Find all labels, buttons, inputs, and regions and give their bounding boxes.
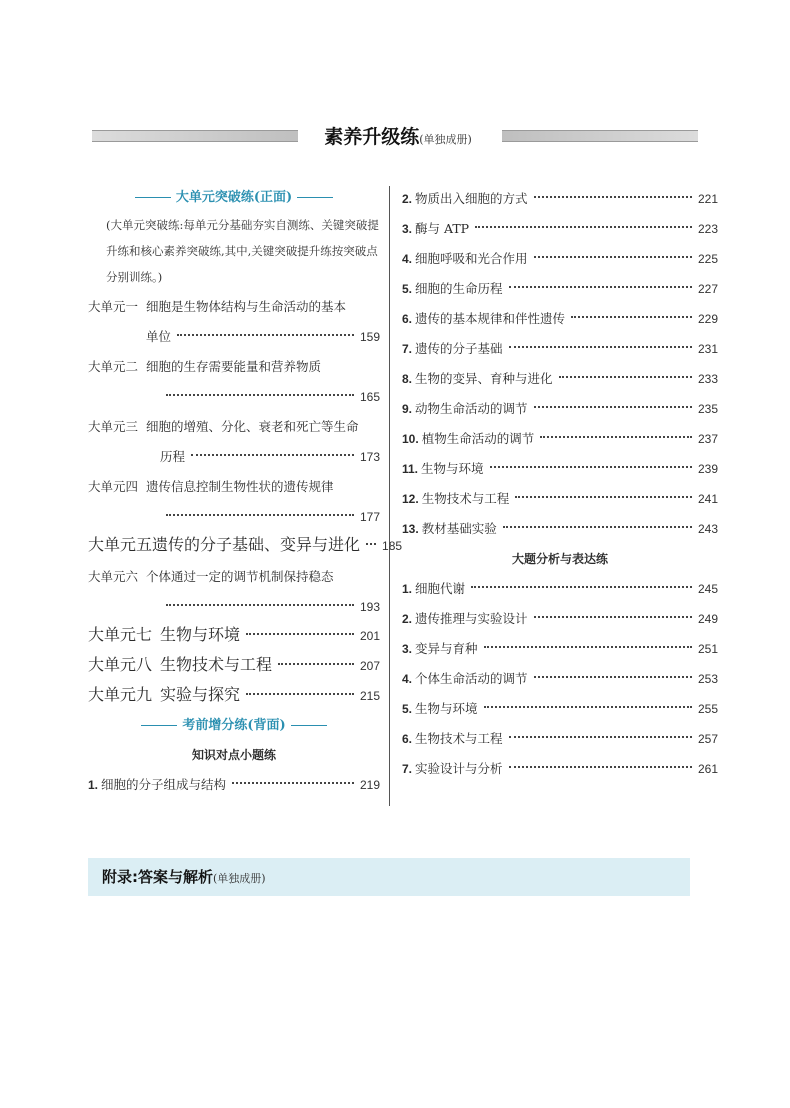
unit-label: 大单元二 [88, 359, 139, 374]
toc-entry-unit-4[interactable] [88, 472, 380, 532]
item-number: 6. [402, 732, 413, 746]
toc-item[interactable] [402, 334, 718, 364]
leader-dots [534, 196, 692, 198]
toc-item[interactable] [402, 484, 718, 514]
page-title [298, 122, 498, 149]
item-title: 动物生命活动的调节 [415, 401, 528, 416]
item-number: 5. [402, 282, 413, 296]
unit-title: 遗传的分子基础、变异与进化 [152, 535, 361, 554]
unit-title: 实验与探究 [160, 685, 241, 704]
item-title: 遗传的分子基础 [415, 341, 503, 356]
toc-item[interactable] [402, 244, 718, 274]
item-title: 教材基础实验 [421, 521, 497, 536]
leader-line [160, 502, 380, 532]
item-title: 遗传的基本规律和伴性遗传 [415, 311, 566, 326]
page-number: 185 [382, 539, 403, 553]
subheading-knowledge-drills: 知识对点小题练 [191, 748, 276, 762]
toc-item[interactable] [402, 604, 718, 634]
leader-dots [475, 226, 692, 228]
essay-practice-list [402, 574, 718, 784]
leader-dots [490, 466, 692, 468]
appendix-text [102, 866, 266, 887]
toc-item[interactable] [402, 514, 718, 544]
item-number: 7. [402, 342, 413, 356]
toc-entry-unit-9[interactable] [88, 682, 380, 712]
item-number: 13. [402, 522, 419, 536]
unit-title: 生物技术与工程 [160, 655, 273, 674]
leader-dots [232, 782, 354, 784]
title-bar-left [92, 130, 302, 142]
unit-label: 大单元八 [88, 655, 153, 674]
item-number: 12. [402, 492, 419, 506]
leader-dots [177, 334, 354, 336]
toc-item[interactable] [402, 694, 718, 724]
item-number: 3. [402, 222, 413, 236]
page-number: 261 [697, 762, 718, 776]
item-title: 个体生命活动的调节 [415, 671, 528, 686]
appendix-subtitle: (单独成册) [213, 872, 266, 885]
unit-title: 遗传信息控制生物性状的遗传规律 [146, 479, 334, 494]
leader-dots [534, 256, 692, 258]
leader-dots [571, 316, 692, 318]
toc-entry-unit-8[interactable] [88, 652, 380, 682]
unit-title: 细胞是生物体结构与生命活动的基本 [146, 299, 347, 314]
toc-item[interactable] [402, 184, 718, 214]
leader-dots [246, 693, 354, 695]
page-number: 249 [697, 612, 718, 626]
item-title: 遗传推理与实验设计 [415, 611, 528, 626]
leader-dots [166, 514, 354, 516]
unit-label: 大单元三 [88, 419, 139, 434]
page-number: 251 [697, 642, 718, 656]
page-number: 253 [697, 672, 718, 686]
item-number: 4. [402, 672, 413, 686]
heading-dash-right [297, 197, 333, 198]
page-number: 201 [359, 629, 380, 643]
page-number: 193 [359, 600, 380, 614]
leader-dots [278, 663, 354, 665]
page-number: 237 [697, 432, 718, 446]
toc-item[interactable] [402, 454, 718, 484]
unit-label: 大单元九 [88, 685, 153, 704]
section-heading-text: 考前增分练(背面) [182, 718, 286, 733]
toc-item[interactable] [402, 724, 718, 754]
page-title-subtitle: (单独成册) [419, 133, 472, 146]
unit-label: 大单元一 [88, 299, 139, 314]
item-title: 物质出入细胞的方式 [415, 191, 528, 206]
appendix-banner [88, 858, 690, 896]
appendix-title: 附录:答案与解析 [102, 868, 213, 886]
item-number: 2. [402, 192, 413, 206]
unit-label: 大单元六 [88, 569, 139, 584]
leader-dots [503, 526, 692, 528]
leader-line [160, 442, 380, 472]
unit-title: 细胞的生存需要能量和营养物质 [146, 359, 322, 374]
page-number: 221 [697, 192, 718, 206]
unit-title-cont: 历程 [160, 449, 186, 464]
toc-item[interactable] [402, 364, 718, 394]
page-number: 241 [697, 492, 718, 506]
toc-item[interactable] [402, 304, 718, 334]
toc-entry-unit-2[interactable] [88, 352, 380, 412]
subheading-essay-practice: 大题分析与表达练 [511, 552, 608, 566]
leader-dots [540, 436, 692, 438]
item-number: 2. [402, 612, 413, 626]
toc-item[interactable] [402, 754, 718, 784]
toc-item[interactable] [402, 634, 718, 664]
leader-line [160, 592, 380, 622]
item-number: 1. [402, 582, 413, 596]
item-number: 3. [402, 642, 413, 656]
leader-dots [534, 406, 692, 408]
page-number: 255 [697, 702, 718, 716]
unit-label: 大单元五 [88, 535, 153, 554]
unit-title-cont: 单位 [146, 329, 172, 344]
heading-dash-left [141, 725, 177, 726]
item-title: 实验设计与分析 [415, 761, 503, 776]
unit-label: 大单元四 [88, 479, 139, 494]
toc-item[interactable] [402, 424, 718, 454]
unit-title: 个体通过一定的调节机制保持稳态 [146, 569, 334, 584]
item-number: 8. [402, 372, 413, 386]
section-heading-unit-breakthrough [88, 184, 380, 212]
page-number: 229 [697, 312, 718, 326]
leader-line [146, 322, 380, 352]
leader-dots [166, 394, 354, 396]
item-number: 10. [402, 432, 419, 446]
item-number: 11. [402, 462, 419, 476]
leader-dots [484, 706, 692, 708]
item-title: 生物的变异、育种与进化 [415, 371, 553, 386]
page-number: 219 [359, 778, 380, 792]
toc-entry-unit-7[interactable] [88, 622, 380, 652]
toc-item[interactable] [402, 574, 718, 604]
item-title: 细胞代谢 [415, 581, 466, 596]
section-heading-pre-exam [88, 712, 380, 740]
leader-dots [509, 286, 692, 288]
page-number: 223 [697, 222, 718, 236]
toc-item[interactable] [402, 274, 718, 304]
left-column [88, 184, 403, 800]
leader-dots [471, 586, 692, 588]
leader-dots [559, 376, 692, 378]
leader-dots [534, 676, 692, 678]
item-number: 9. [402, 402, 413, 416]
item-number: 7. [402, 762, 413, 776]
item-title: 生物技术与工程 [415, 731, 503, 746]
item-number: 1. [88, 778, 99, 792]
toc-item[interactable] [402, 394, 718, 424]
leader-line [160, 382, 380, 412]
item-number: 6. [402, 312, 413, 326]
page-number: 215 [359, 689, 380, 703]
item-number: 4. [402, 252, 413, 266]
leader-dots [515, 496, 692, 498]
right-column [402, 184, 718, 784]
item-title: 生物与环境 [421, 461, 484, 476]
leader-dots [191, 454, 354, 456]
leader-dots [246, 633, 354, 635]
page-number: 245 [697, 582, 718, 596]
toc-entry-unit-6[interactable] [88, 562, 380, 622]
leader-dots [509, 346, 692, 348]
leader-dots [366, 543, 376, 545]
page-number: 159 [359, 330, 380, 344]
item-title: 细胞呼吸和光合作用 [415, 251, 528, 266]
toc-item[interactable] [88, 770, 380, 800]
item-title: 细胞的分子组成与结构 [101, 777, 227, 792]
column-divider [389, 186, 390, 806]
page-number: 177 [359, 510, 380, 524]
item-number: 5. [402, 702, 413, 716]
page-number: 235 [697, 402, 718, 416]
toc-entry-unit-5[interactable] [88, 532, 403, 562]
page-title-main: 素养升级练 [324, 126, 420, 148]
item-title: 变异与育种 [415, 641, 478, 656]
page-number: 225 [697, 252, 718, 266]
toc-entry-unit-3[interactable] [88, 412, 380, 472]
intro-note: (大单元突破练:每单元分基础夯实自测练、关键突破提升练和核心素养突破练,其中,关键突破提升练按突破点分别训练。) [106, 218, 379, 284]
heading-dash-left [135, 197, 171, 198]
leader-dots [509, 766, 692, 768]
leader-dots [166, 604, 354, 606]
page-number: 243 [697, 522, 718, 536]
item-title: 细胞的生命历程 [415, 281, 503, 296]
page-number: 239 [697, 462, 718, 476]
page-number: 165 [359, 390, 380, 404]
toc-item[interactable] [402, 214, 718, 244]
unit-label: 大单元七 [88, 625, 153, 644]
toc-item[interactable] [402, 664, 718, 694]
unit-title: 细胞的增殖、分化、衰老和死亡等生命 [146, 419, 359, 434]
section-heading-text: 大单元突破练(正面) [175, 190, 293, 205]
leader-dots [534, 616, 692, 618]
page-number: 231 [697, 342, 718, 356]
unit-title: 生物与环境 [160, 625, 241, 644]
knowledge-drill-list [402, 184, 718, 544]
leader-dots [484, 646, 692, 648]
title-band [92, 124, 698, 148]
item-title: 生物技术与工程 [421, 491, 510, 506]
heading-dash-right [291, 725, 327, 726]
leader-dots [509, 736, 692, 738]
toc-entry-unit-1[interactable] [88, 292, 380, 352]
page-number: 207 [359, 659, 380, 673]
item-title: 植物生命活动的调节 [421, 431, 535, 446]
page-number: 233 [697, 372, 718, 386]
page-number: 173 [359, 450, 380, 464]
page-number: 257 [697, 732, 718, 746]
page-number: 227 [697, 282, 718, 296]
item-title: 生物与环境 [415, 701, 478, 716]
title-bar-right [502, 130, 698, 142]
item-title: 酶与 ATP [415, 221, 470, 236]
